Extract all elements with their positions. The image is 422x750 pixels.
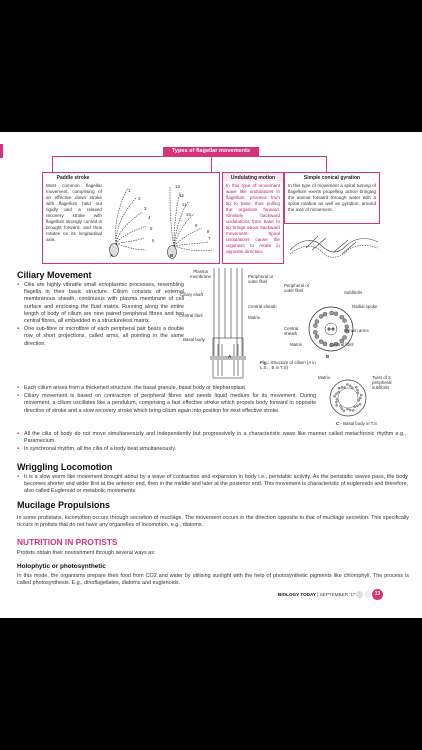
diagram-tag: A xyxy=(228,354,232,359)
stroke-number: 11 xyxy=(182,202,187,207)
caption-text: - Basal body in T.S. xyxy=(340,421,379,426)
holophytic-heading: Holophytic or photosynthetic xyxy=(17,563,106,570)
label-central-sheath-b: Central sheath xyxy=(284,326,299,336)
stroke-number: 2 xyxy=(138,196,141,201)
label-twist: Twist of 3 peripheral subfibrils xyxy=(372,375,392,390)
paddle-text: Most common flagellar movement, comprising of an effective down stroke with flagellum held out rigidly and a relaxed recovery stroke with flagellum strongly curved is brought forward, and thus rotates on its longitudinal axis. xyxy=(46,183,102,242)
doublet-fibre xyxy=(315,335,319,339)
label-peripheral-fibril-b: Peripheral or outer fibril xyxy=(284,283,310,293)
connector-line xyxy=(211,156,212,172)
triplet-fibre xyxy=(335,401,337,403)
diagram-tag: C xyxy=(336,421,340,426)
triplet-fibre xyxy=(341,386,343,388)
edge-marker xyxy=(0,144,3,158)
doublet-fibre xyxy=(343,335,347,339)
triplet-fibre xyxy=(334,395,336,397)
triplet-fibre xyxy=(354,406,356,408)
list-item: ▪ One sub-fibre or microfibre of each peripheral pair bears a double row of short projections, called arms, all pointing in the same direction. xyxy=(16,326,184,348)
stroke-number: 7 xyxy=(208,236,211,241)
paddle-stroke-diagram xyxy=(104,176,218,262)
undulating-motion-box xyxy=(222,172,284,264)
stroke-number: 3 xyxy=(144,206,147,211)
list-item: ▪ All the cilia of body do not move simultaneously and independently but progressively in a characteristic wave like manner called metachronic rhythm e.g., Paramecium. xyxy=(16,431,406,445)
doublet-fibre xyxy=(334,312,338,316)
triplet-fibre xyxy=(352,409,354,411)
triplet-fibre xyxy=(338,391,340,393)
stroke-number: 10 xyxy=(186,212,191,217)
ciliary-heading: Ciliary Movement xyxy=(17,270,92,280)
footer-brand: BIOLOGY TODAY xyxy=(278,592,316,597)
doublet-fibre xyxy=(319,314,323,318)
diagram-tag: A xyxy=(110,253,114,258)
connector-line xyxy=(52,156,326,157)
stroke-number: 6 xyxy=(152,238,155,243)
nutrition-heading: NUTRITION IN PROTISTS xyxy=(17,537,118,547)
list-item: ▪ In synchronal rhythm, all the cilia of a body beat simultaneously. xyxy=(16,446,406,453)
triplet-fibre xyxy=(341,408,343,410)
conical-gyration-box xyxy=(284,172,380,224)
triplet-fibre xyxy=(343,410,345,412)
doublet-fibre xyxy=(313,330,317,334)
conical-text: In this type of movement a spiral turning of flagellum exerts propelling action bringing the animal forward through water with a spiral rotation as well as gyration, around the axis of movement. xyxy=(288,183,376,212)
undulating-text: In this type of movement wave like undulations in flagellum, proceed from tip to base, thus pulling the organism forward. Similarly backward undulations from base to tip brings about backward movement. Spiral undulations cause the organism to rotate in opposite direction. xyxy=(226,183,280,254)
bottom-black-bar xyxy=(0,618,422,750)
doublet-fibre xyxy=(319,340,323,344)
label-matrix-c: Matrix xyxy=(318,375,330,380)
triplet-fibre xyxy=(356,389,358,391)
triplet-fibre xyxy=(338,387,340,389)
label-radial-spoke: Radial spoke xyxy=(352,304,378,309)
conical-heading: Simple conical gyration xyxy=(303,175,361,181)
caption-prefix: Fig.: xyxy=(260,360,270,365)
triplet-fibre xyxy=(336,398,338,400)
conical-gyration-diagram xyxy=(286,228,382,264)
list-item: ▪ Ciliary movement is based on contraction of peripheral fibres and needs liquid medium for its movement. During movement, a cilium oscillates like a pendulum, comprising a fast effective stroke which propels body forward in opposite direction of stroke and a slow recovery stroke which bring cilium again into position for next effective stroke. xyxy=(16,393,316,415)
triplet-fibre xyxy=(357,392,359,394)
label-basal-body: Basal body xyxy=(183,337,205,342)
stroke-number: 9 xyxy=(195,223,198,228)
list-item: ▪ Cilia are highly vibratile small ectoplasmic processes, resembling flagella in their basic structure. Cilium consists of external membranous sheath, continuous with plasma membrane of cell surface and enclosing the fluid matrix. Running along the entire length of body of cilium are nine paired peripheral fibres and two central fibres, all embedded in a structureless matrix. xyxy=(16,282,184,325)
magazine-page xyxy=(0,132,422,618)
triplet-fibre xyxy=(360,394,362,396)
ciliary-list-mid xyxy=(16,385,316,416)
triplet-fibre xyxy=(344,386,346,388)
label-central-fibril: Central fibril xyxy=(179,313,203,318)
label-central-sheath: Central sheath xyxy=(248,304,277,309)
stroke-number: 8 xyxy=(207,229,210,234)
label-plasma-membrane: Plasma membrane xyxy=(190,269,211,279)
triplet-fibre xyxy=(335,393,337,395)
wriggling-list xyxy=(16,474,408,497)
caption-text: Structure of cilium (A in L.S. , B in T.S) xyxy=(260,360,316,371)
triplet-fibre xyxy=(346,383,348,385)
mucilage-text: In some protistans, locomotion occurs through secretion of mucilage. The movement occurs in the direction opposite to that of mucilage secretion. This specifically occurs in protists that do not have any organelles of locomotion, e.g., diatoms. xyxy=(17,515,409,529)
doublet-fibre xyxy=(343,319,347,323)
nutrition-intro: Protists obtain their nourishment through several ways as: xyxy=(17,550,156,556)
stroke-number: 13 xyxy=(175,184,180,189)
triplet-fibre xyxy=(346,408,348,410)
paddle-heading: Paddle stroke xyxy=(56,175,90,181)
connector-line xyxy=(52,156,53,172)
cilium-ls-diagram xyxy=(210,268,246,384)
stroke-number: 1 xyxy=(128,188,131,193)
label-matrix-b: Matrix xyxy=(290,342,302,347)
triplet-fibre xyxy=(359,397,361,399)
doublet-fibre xyxy=(330,311,334,315)
triplet-fibre xyxy=(339,405,341,407)
undulating-heading: Undulating motion xyxy=(223,173,283,181)
ciliary-list-top xyxy=(16,282,184,349)
doublet-fibre xyxy=(315,319,319,323)
triplet-fibre xyxy=(349,385,351,387)
wriggling-heading: Wriggling Locomotion xyxy=(17,462,113,472)
label-subfibrils: Subfibrils xyxy=(344,290,363,295)
label-dynein-arms: Dynein arms xyxy=(344,328,369,333)
page-footer: BIOLOGY TODAY | SEPTEMBER '17 xyxy=(278,592,356,597)
triplet-fibre xyxy=(349,409,351,411)
triplet-fibre xyxy=(356,405,358,407)
label-central-fibril-b: Central fibril xyxy=(330,342,354,347)
ciliary-list-bottom xyxy=(16,431,406,455)
diagram-tag: B xyxy=(170,253,174,258)
label-ciliary-shaft: Ciliary shaft xyxy=(180,292,203,297)
figure-c-caption xyxy=(336,421,378,426)
top-black-bar xyxy=(0,0,422,132)
list-item: ▪ It is a slow worm like movement brought about by a wave of contraction and expansion in body i.e., peristaltic activity. As the peristaltic waves pass, the body becomes shorter and wider first at the anterior end, then in the middle and later at the posterior end. This movement is characteristic of euglenoids and therefore, also called Euglenoid or metabolic movements. xyxy=(16,474,408,496)
footer-dot xyxy=(356,591,363,598)
triplet-fibre xyxy=(336,404,338,406)
diagram-tag: B xyxy=(326,354,330,359)
label-matrix: Matrix xyxy=(248,315,260,320)
footer-dot xyxy=(364,591,371,598)
holophytic-text: In this mode, the organisms prepare their food from CO2 and water by utilising sunlight with the help of photosynthetic pigments like chlorophyll. The process is called photosynthesis. E.g., dinoflagellates, diatoms and euglenoids. xyxy=(17,573,409,587)
mucilage-heading: Mucilage Propulsions xyxy=(17,500,111,510)
triplet-fibre xyxy=(358,399,360,401)
stroke-number: 12 xyxy=(179,193,184,198)
page-number: 13 xyxy=(372,589,383,600)
doublet-fibre xyxy=(323,342,327,346)
doublet-fibre xyxy=(340,315,344,319)
doublet-fibre xyxy=(323,312,327,316)
doublet-fibre xyxy=(313,324,317,328)
stroke-number: 4 xyxy=(148,215,151,220)
connector-line xyxy=(326,156,327,172)
triplet-fibre xyxy=(351,387,353,389)
label-peripheral-fibril: Peripheral or outer fibril xyxy=(248,274,274,284)
list-item: ▪ Each cilium arises from a thickened structure, the basal granule, basal body or blepharoplast. xyxy=(16,385,316,392)
footer-date: SEPTEMBER '17 xyxy=(319,592,356,597)
stroke-number: 5 xyxy=(150,226,153,231)
triplet-fibre xyxy=(355,386,357,388)
basal-body-ts-diagram xyxy=(328,378,368,418)
figure-caption xyxy=(260,360,320,371)
triplet-fibre xyxy=(359,403,361,405)
flagellar-title: Types of flagellar movements xyxy=(163,147,259,156)
